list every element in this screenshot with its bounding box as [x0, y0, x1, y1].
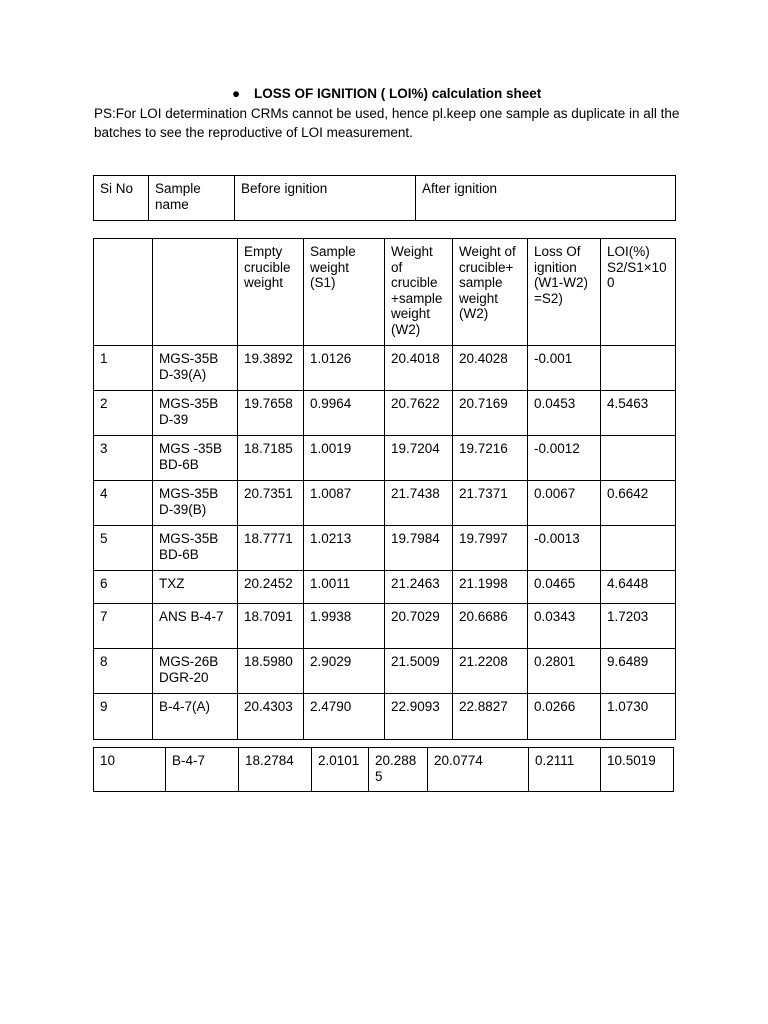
header-table	[93, 175, 676, 221]
cell-weight-after: 20.7169	[453, 391, 528, 436]
cell-loss: 0.0067	[528, 481, 601, 526]
cell-sample-weight: 2.0101	[312, 748, 369, 792]
cell-sample-weight: 1.0126	[304, 346, 385, 391]
cell-si-no: 8	[94, 649, 153, 694]
table-row	[94, 604, 676, 649]
column-header-sample-weight: Sample weight (S1)	[304, 239, 385, 346]
cell-sample-weight: 1.9938	[304, 604, 385, 649]
cell-weight-before: 22.9093	[385, 694, 453, 740]
cell-sample-weight: 2.9029	[304, 649, 385, 694]
cell-weight-after: 19.7997	[453, 526, 528, 571]
cell-loss: -0.0013	[528, 526, 601, 571]
table-row	[94, 436, 676, 481]
table-row	[94, 391, 676, 436]
cell-loi: 1.7203	[601, 604, 676, 649]
header-before-ignition: Before ignition	[235, 176, 416, 221]
cell-loss: 0.0465	[528, 571, 601, 604]
cell-sample-name: MGS-35B D-39(A)	[153, 346, 238, 391]
cell-weight-after: 21.2208	[453, 649, 528, 694]
cell-empty-crucible: 18.2784	[239, 748, 312, 792]
cell-weight-before: 19.7984	[385, 526, 453, 571]
column-header-weight-before: Weight of crucible +sample weight (W2)	[385, 239, 453, 346]
page-title	[232, 86, 541, 101]
cell-empty-crucible: 18.5980	[238, 649, 304, 694]
cell-weight-before: 20.7622	[385, 391, 453, 436]
cell-loss: -0.001	[528, 346, 601, 391]
cell-si-no: 3	[94, 436, 153, 481]
cell-sample-name: MGS-26B DGR-20	[153, 649, 238, 694]
cell-sample-name: MGS-35B D-39(B)	[153, 481, 238, 526]
cell-sample-weight: 1.0213	[304, 526, 385, 571]
cell-empty-crucible: 18.7091	[238, 604, 304, 649]
column-header-empty-crucible-weight: Empty crucible weight	[238, 239, 304, 346]
cell-loss: 0.2801	[528, 649, 601, 694]
cell-si-no: 4	[94, 481, 153, 526]
table-row	[94, 649, 676, 694]
data-table	[93, 238, 676, 740]
title-text: LOSS OF IGNITION ( LOI%) calculation sheet	[254, 86, 542, 101]
cell-si-no: 5	[94, 526, 153, 571]
cell-sample-name: TXZ	[153, 571, 238, 604]
cell-weight-before: 21.7438	[385, 481, 453, 526]
cell-weight-after: 22.8827	[453, 694, 528, 740]
cell-loss: 0.0343	[528, 604, 601, 649]
cell-si-no: 10	[94, 748, 166, 792]
cell-loi: 9.6489	[601, 649, 676, 694]
cell-si-no: 2	[94, 391, 153, 436]
cell-loss: -0.0012	[528, 436, 601, 481]
cell-loi	[601, 436, 676, 481]
column-header-loi-percent: LOI(%) S2/S1×100	[601, 239, 676, 346]
cell-weight-after: 19.7216	[453, 436, 528, 481]
cell-sample-name: MGS-35B D-39	[153, 391, 238, 436]
bullet: ●	[232, 86, 241, 101]
column-header	[153, 239, 238, 346]
cell-loi: 4.5463	[601, 391, 676, 436]
column-header	[94, 239, 153, 346]
cell-sample-name: ANS B-4-7	[153, 604, 238, 649]
cell-sample-weight: 1.0019	[304, 436, 385, 481]
cell-weight-before: 20.4018	[385, 346, 453, 391]
cell-weight-before: 19.7204	[385, 436, 453, 481]
table-row	[94, 694, 676, 740]
cell-sample-weight: 2.4790	[304, 694, 385, 740]
table-row	[94, 526, 676, 571]
cell-si-no: 9	[94, 694, 153, 740]
cell-weight-after: 20.6686	[453, 604, 528, 649]
cell-weight-after: 21.7371	[453, 481, 528, 526]
cell-si-no: 7	[94, 604, 153, 649]
instruction-note: PS:For LOI determination CRMs cannot be used, hence pl.keep one sample as duplicate in all the batches to see the reproductive of LOI measurement.	[94, 106, 680, 140]
cell-empty-crucible: 20.7351	[238, 481, 304, 526]
cell-weight-after: 20.0774	[428, 748, 529, 792]
table-row	[94, 571, 676, 604]
cell-weight-before: 21.5009	[385, 649, 453, 694]
table-row	[94, 481, 676, 526]
cell-sample-weight: 1.0011	[304, 571, 385, 604]
cell-empty-crucible: 19.7658	[238, 391, 304, 436]
header-sample-name: Sample name	[149, 176, 235, 221]
cell-empty-crucible: 18.7771	[238, 526, 304, 571]
cell-loi	[601, 526, 676, 571]
cell-si-no: 6	[94, 571, 153, 604]
table-row	[94, 346, 676, 391]
cell-loi	[601, 346, 676, 391]
cell-sample-weight: 1.0087	[304, 481, 385, 526]
column-header-row	[94, 239, 676, 346]
cell-weight-after: 21.1998	[453, 571, 528, 604]
column-header-weight-after: Weight of crucible+ sample weight (W2)	[453, 239, 528, 346]
header-after-ignition: After ignition	[416, 176, 676, 221]
cell-sample-weight: 0.9964	[304, 391, 385, 436]
cell-weight-before: 20.7029	[385, 604, 453, 649]
cell-loi: 10.5019	[601, 748, 674, 792]
cell-sample-name: B-4-7(A)	[153, 694, 238, 740]
cell-loi: 1.0730	[601, 694, 676, 740]
cell-loi: 4.6448	[601, 571, 676, 604]
cell-loss: 0.0453	[528, 391, 601, 436]
cell-loss: 0.2111	[529, 748, 601, 792]
cell-sample-name: B-4-7	[166, 748, 239, 792]
cell-sample-name: MGS -35B BD-6B	[153, 436, 238, 481]
extra-table	[93, 747, 674, 792]
cell-empty-crucible: 20.4303	[238, 694, 304, 740]
cell-empty-crucible: 20.2452	[238, 571, 304, 604]
cell-si-no: 1	[94, 346, 153, 391]
column-header-loss-of-ignition: Loss Of ignition (W1-W2) =S2)	[528, 239, 601, 346]
cell-weight-after: 20.4028	[453, 346, 528, 391]
cell-sample-name: MGS-35B BD-6B	[153, 526, 238, 571]
cell-weight-before: 21.2463	[385, 571, 453, 604]
header-si-no: Si No	[94, 176, 149, 221]
header-row	[94, 176, 676, 221]
cell-empty-crucible: 18.7185	[238, 436, 304, 481]
cell-empty-crucible: 19.3892	[238, 346, 304, 391]
cell-loi: 0.6642	[601, 481, 676, 526]
cell-loss: 0.0266	[528, 694, 601, 740]
table-row	[94, 748, 674, 792]
cell-weight-before: 20.2885	[369, 748, 428, 792]
